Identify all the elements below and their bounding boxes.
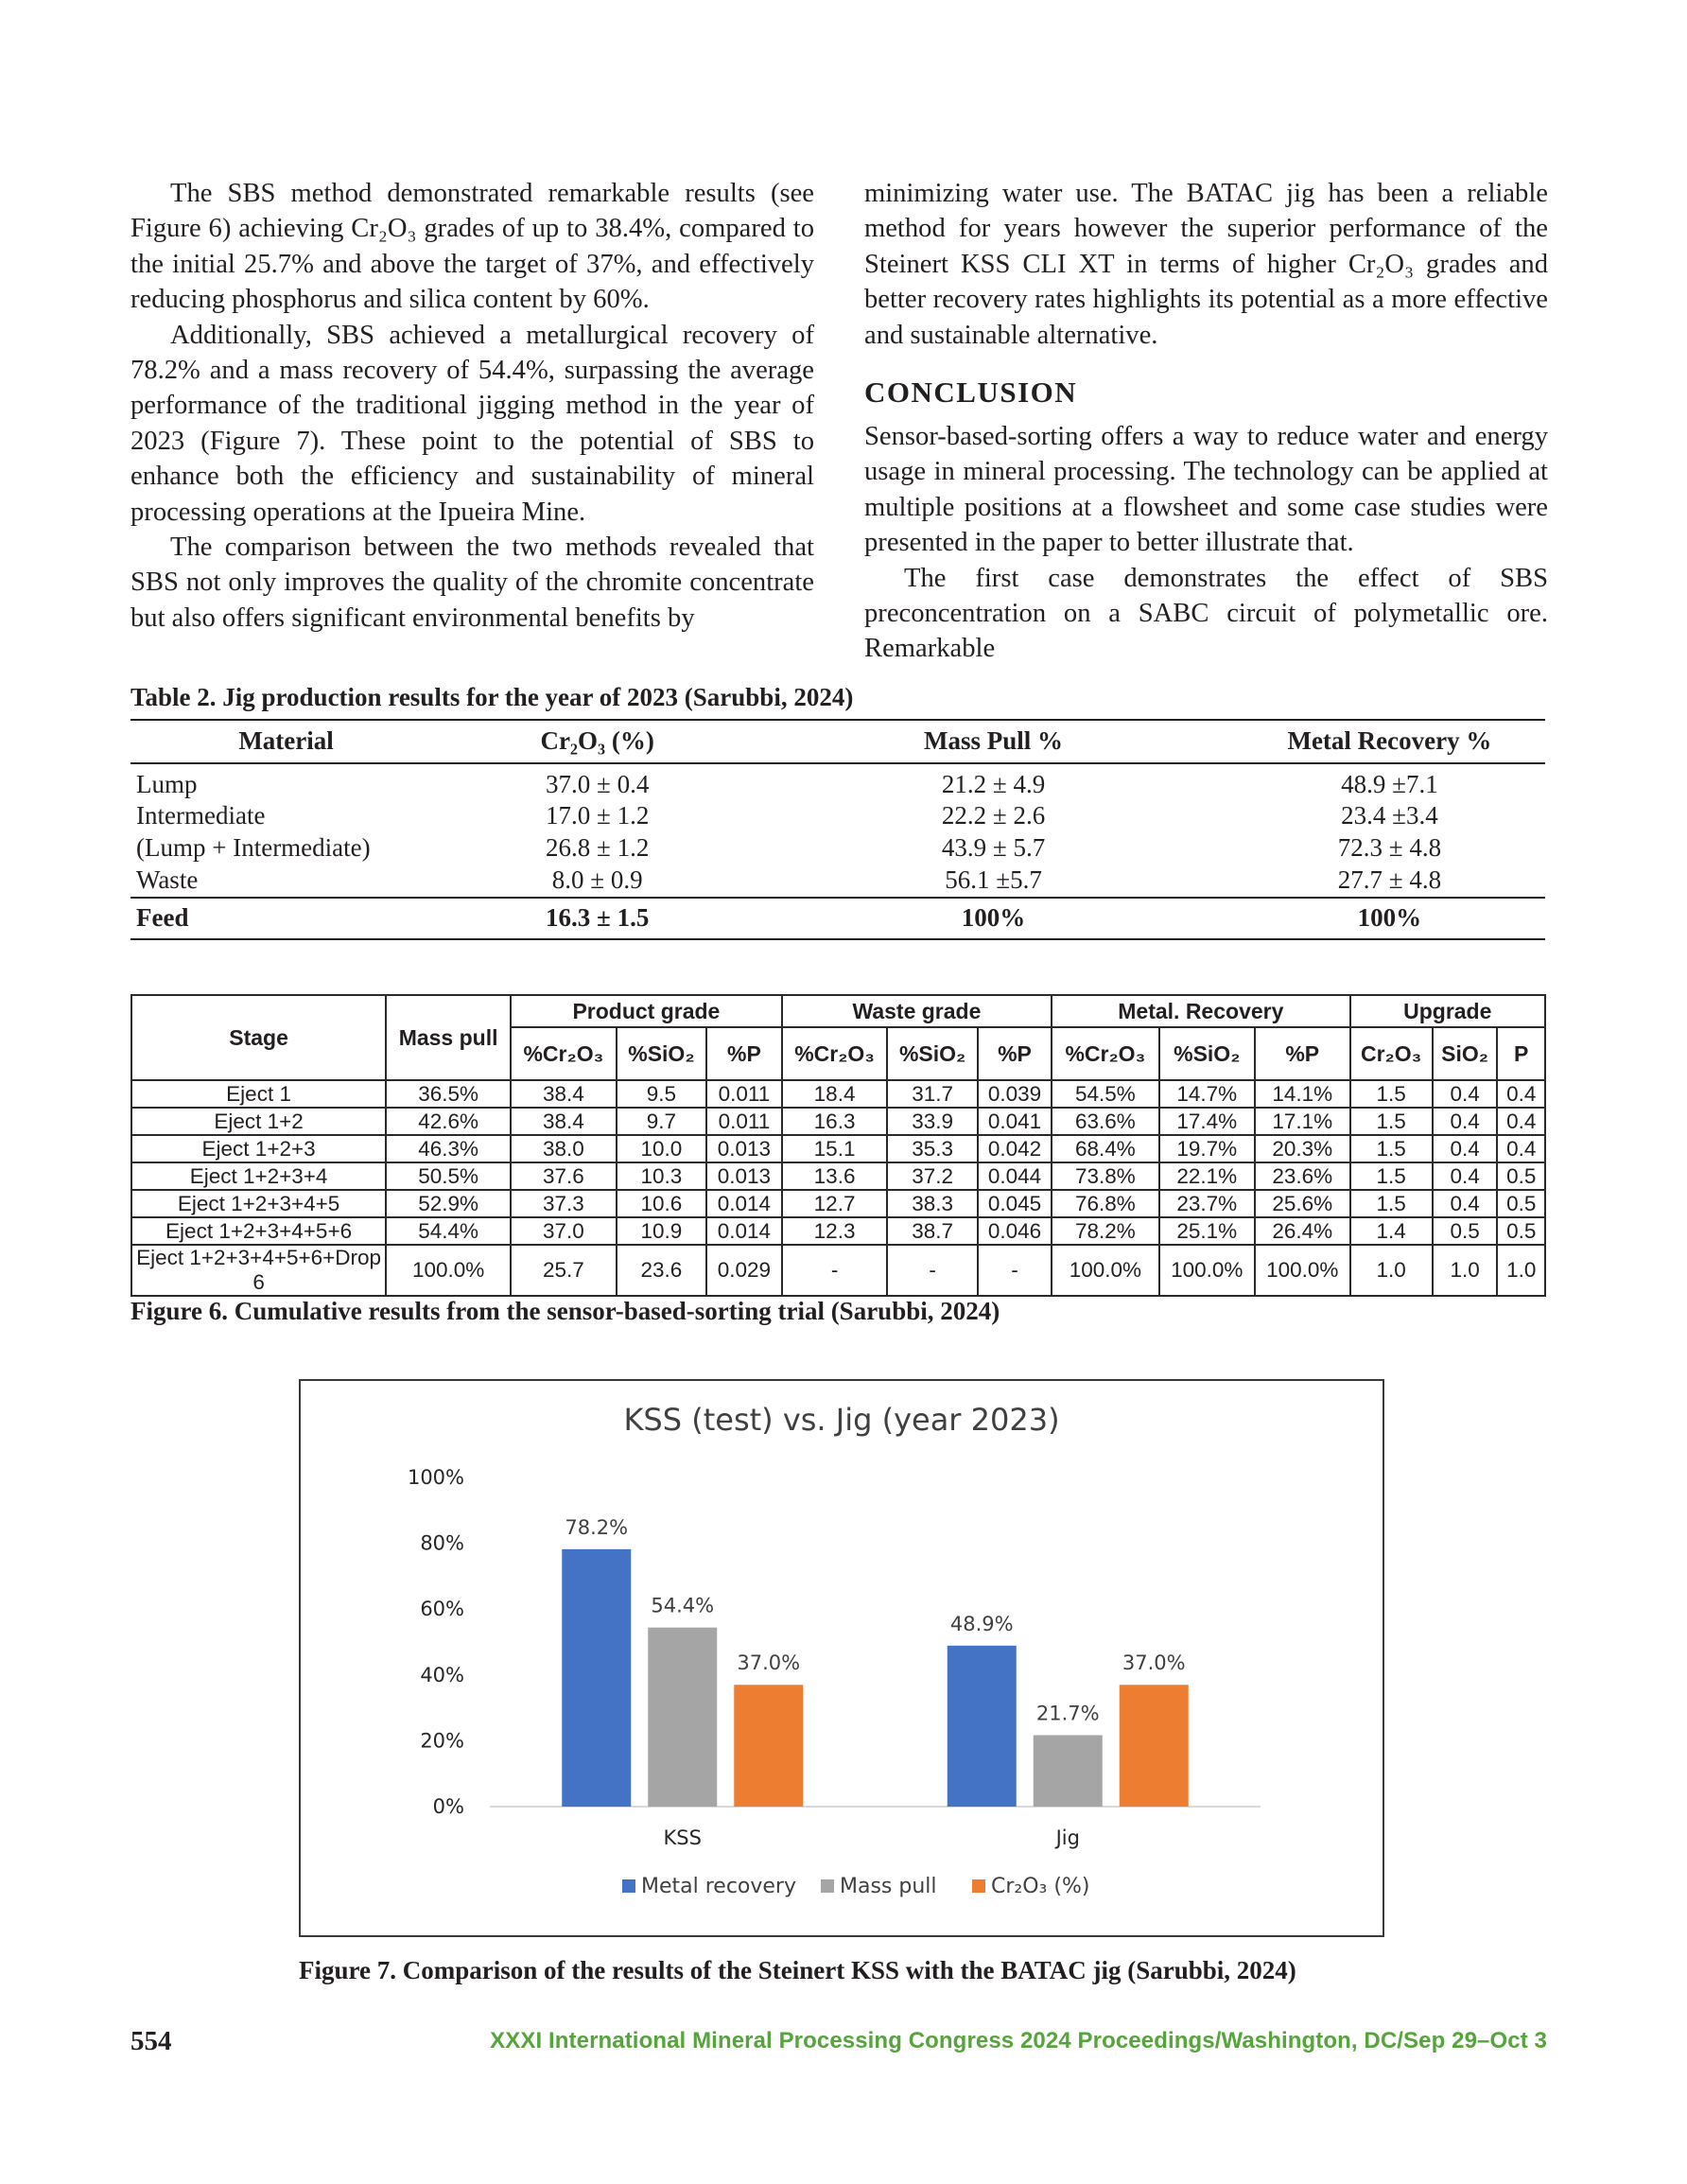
table-cell: 0.011 (706, 1108, 782, 1135)
table-cell: 0.039 (978, 1080, 1052, 1108)
table-cell: 72.3 ± 4.8 (1337, 833, 1442, 863)
table-cell: 25.6% (1255, 1190, 1350, 1217)
bar-mass-pull-jig (1034, 1735, 1103, 1807)
column-header: SiO₂ (1433, 1027, 1498, 1080)
bar-mass-pull-kss (648, 1628, 717, 1807)
stage-cell: Eject 1+2+3+4+5+6 (131, 1217, 386, 1245)
table-cell: 1.4 (1350, 1217, 1433, 1245)
running-footer: XXXI International Mineral Processing Congress 2024 Proceedings/Washington, DC/Sep 29–Oct 3 (490, 2028, 1547, 2053)
sbs-trial-table (130, 994, 1546, 1297)
table-cell: 68.4% (1052, 1135, 1158, 1162)
y-tick-label: 0% (432, 1795, 464, 1818)
table-cell: 19.7% (1159, 1135, 1255, 1162)
group-header: Product grade (511, 995, 782, 1027)
column-header: %Cr₂O₃ (511, 1027, 617, 1080)
table-cell: 0.044 (978, 1162, 1052, 1190)
table-cell: 52.9% (386, 1190, 511, 1217)
table-cell: 22.2 ± 2.6 (941, 800, 1046, 830)
table-cell: 0.042 (978, 1135, 1052, 1162)
table-cell: 0.4 (1497, 1108, 1545, 1135)
table-cell: 13.6 (782, 1162, 888, 1190)
table-cell: 46.3% (386, 1135, 511, 1162)
legend-label: Mass pull (840, 1875, 937, 1898)
table-cell: 27.7 ± 4.8 (1337, 865, 1442, 895)
figure-caption: Figure 6. Cumulative results from the sensor-based-sorting trial (Sarubbi, 2024) (130, 1297, 1000, 1325)
column-header: %P (978, 1027, 1052, 1080)
column-header: %P (1255, 1027, 1350, 1080)
table-cell: 100.0% (1052, 1245, 1158, 1296)
table-cell: 1.0 (1350, 1245, 1433, 1296)
column-header: Cr₂O₃ (1350, 1027, 1433, 1080)
stage-cell: Eject 1+2+3 (131, 1135, 386, 1162)
table-cell: 0.5 (1433, 1217, 1498, 1245)
table-cell: 25.7 (511, 1245, 617, 1296)
paragraph: The first case demonstrates the effect of SBS preconcentration on a SABC circuit of polymetallic ore. Remarkable (864, 563, 1548, 664)
table-cell: 1.5 (1350, 1108, 1433, 1135)
y-tick-label: 20% (420, 1729, 464, 1753)
table-cell: 37.0 (511, 1217, 617, 1245)
table-cell: 10.3 (617, 1162, 706, 1190)
bar-metal-recovery-kss (562, 1549, 631, 1807)
table-cell: 100.0% (1255, 1245, 1350, 1296)
table-row (131, 1190, 1545, 1217)
legend-label: Metal recovery (641, 1875, 797, 1898)
legend-swatch (622, 1879, 635, 1893)
table-cell: 1.0 (1497, 1245, 1545, 1296)
table-row (131, 1108, 1545, 1135)
column-header: Mass Pull % (753, 720, 1234, 763)
page-number: 554 (130, 2026, 172, 2056)
table-cell: 35.3 (887, 1135, 977, 1162)
column-header: Metal Recovery % (1234, 720, 1545, 763)
column-header: %SiO₂ (617, 1027, 706, 1080)
legend-swatch (972, 1879, 985, 1893)
section-heading: CONCLUSION (864, 376, 1078, 410)
table-cell: 38.4 (511, 1080, 617, 1108)
legend-label: Cr₂O₃ (%) (991, 1875, 1090, 1898)
table-cell: 31.7 (887, 1080, 977, 1108)
data-label: 48.9% (949, 1612, 1014, 1635)
table-cell: 100% (1234, 898, 1545, 939)
table-cell: 76.8% (1052, 1190, 1158, 1217)
table-cell: 38.0 (511, 1135, 617, 1162)
table-row (131, 1135, 1545, 1162)
stage-cell: Eject 1+2+3+4+5 (131, 1190, 386, 1217)
table-row (131, 1217, 1545, 1245)
table-cell: 0.041 (978, 1108, 1052, 1135)
table-cell: 0.4 (1433, 1135, 1498, 1162)
column-header: %SiO₂ (887, 1027, 977, 1080)
bar-cr-o--kss (734, 1685, 803, 1807)
table-cell: 0.4 (1433, 1080, 1498, 1108)
table-cell: 16.3 ± 1.5 (442, 898, 753, 939)
table-cell: 20.3% (1255, 1135, 1350, 1162)
table-cell: 54.4% (386, 1217, 511, 1245)
data-label: 37.0% (1122, 1651, 1186, 1675)
y-tick-label: 80% (420, 1531, 464, 1555)
table-cell: 23.4 ±3.4 (1341, 800, 1438, 830)
table-cell: 9.5 (617, 1080, 706, 1108)
figure-caption: Figure 7. Comparison of the results of the Steinert KSS with the BATAC jig (Sarubbi, 2024) (299, 1956, 1296, 1984)
table-cell: 0.4 (1497, 1135, 1545, 1162)
table-cell: 100.0% (1159, 1245, 1255, 1296)
left-text-column (130, 176, 814, 636)
table-cell: 23.7% (1159, 1190, 1255, 1217)
table-cell: - (887, 1245, 977, 1296)
table-cell: 56.1 ±5.7 (945, 865, 1042, 895)
table-cell: 48.9 ±7.1 (1341, 770, 1438, 798)
stage-cell: Eject 1 (131, 1080, 386, 1108)
jig-results-table (130, 719, 1545, 940)
table-cell: 15.1 (782, 1135, 888, 1162)
column-header: P (1497, 1027, 1545, 1080)
table-group-header-row (131, 995, 1545, 1027)
table-cell: 78.2% (1052, 1217, 1158, 1245)
table-cell: 0.4 (1433, 1162, 1498, 1190)
table-cell: 17.0 ± 1.2 (546, 800, 650, 830)
column-header: %Cr₂O₃ (782, 1027, 888, 1080)
table-cell: 37.3 (511, 1190, 617, 1217)
table-cell: 1.5 (1350, 1162, 1433, 1190)
table-row (130, 799, 1545, 832)
table-cell: 0.045 (978, 1190, 1052, 1217)
table-cell: 0.014 (706, 1217, 782, 1245)
table-cell: 12.7 (782, 1190, 888, 1217)
table-cell: 1.0 (1433, 1245, 1498, 1296)
table-row (130, 763, 1545, 799)
table-cell: 10.6 (617, 1190, 706, 1217)
table-cell: - (978, 1245, 1052, 1296)
table-cell: Intermediate (136, 800, 266, 830)
table-cell: 54.5% (1052, 1080, 1158, 1108)
y-tick-label: 100% (407, 1466, 464, 1489)
table-cell: 0.014 (706, 1190, 782, 1217)
legend-swatch (821, 1879, 834, 1893)
column-header: Mass pull (386, 995, 511, 1080)
right-text-column (864, 176, 1548, 667)
table-cell: 0.013 (706, 1162, 782, 1190)
y-tick-label: 60% (420, 1598, 464, 1621)
table-caption: Table 2. Jig production results for the year of 2023 (Sarubbi, 2024) (130, 683, 854, 711)
stage-cell: Eject 1+2+3+4+5+6+Drop 6 (131, 1245, 386, 1296)
group-header: Waste grade (782, 995, 1052, 1027)
table-row (131, 1245, 1545, 1296)
bar-chart-svg (301, 1381, 1383, 1935)
column-header: Stage (131, 995, 386, 1080)
bar-chart (299, 1379, 1384, 1937)
table-cell: 38.4 (511, 1108, 617, 1135)
table-cell: 100.0% (386, 1245, 511, 1296)
table-cell: 8.0 ± 0.9 (551, 865, 643, 895)
table-cell: 37.2 (887, 1162, 977, 1190)
table-cell: 21.2 ± 4.9 (941, 770, 1046, 798)
bar-metal-recovery-jig (948, 1646, 1017, 1807)
table-cell: 0.5 (1497, 1217, 1545, 1245)
table-row (131, 1080, 1545, 1108)
table-cell: 12.3 (782, 1217, 888, 1245)
table-cell: Waste (136, 865, 199, 895)
bar-cr-o--jig (1120, 1685, 1189, 1807)
table-cell: 10.9 (617, 1217, 706, 1245)
table-cell: 9.7 (617, 1108, 706, 1135)
data-label: 21.7% (1035, 1702, 1100, 1725)
column-header: %SiO₂ (1159, 1027, 1255, 1080)
table-cell: 43.9 ± 5.7 (941, 833, 1046, 863)
paragraph: The comparison between the two methods revealed that SBS not only improves the quality of the chromite concentrate but also offers significant environmental benefits by (130, 533, 814, 633)
stage-cell: Eject 1+2 (131, 1108, 386, 1135)
table-cell: 42.6% (386, 1108, 511, 1135)
table-row (131, 1162, 1545, 1190)
column-header: Cr₂O₃ (%) (442, 720, 753, 763)
x-category-label: Jig (1055, 1826, 1080, 1849)
table-cell: - (782, 1245, 888, 1296)
table-cell: 25.1% (1159, 1217, 1255, 1245)
table-row (130, 832, 1545, 865)
table-cell: 0.029 (706, 1245, 782, 1296)
table-header-row (130, 720, 1545, 763)
table-cell: 26.8 ± 1.2 (546, 833, 650, 863)
table-cell: 50.5% (386, 1162, 511, 1190)
table-cell: 10.0 (617, 1135, 706, 1162)
data-label: 54.4% (651, 1594, 715, 1617)
table-cell: 14.1% (1255, 1080, 1350, 1108)
table-cell: 63.6% (1052, 1108, 1158, 1135)
table-cell: 1.5 (1350, 1080, 1433, 1108)
table-cell: 23.6 (617, 1245, 706, 1296)
table-cell: 37.6 (511, 1162, 617, 1190)
table-row (130, 865, 1545, 898)
table-cell: 100% (753, 898, 1234, 939)
table-cell: 1.5 (1350, 1135, 1433, 1162)
data-label: 37.0% (737, 1651, 801, 1675)
table-cell: 17.1% (1255, 1108, 1350, 1135)
table-cell: 17.4% (1159, 1108, 1255, 1135)
y-tick-label: 40% (420, 1663, 464, 1686)
x-category-label: KSS (663, 1826, 702, 1849)
group-header: Metal. Recovery (1052, 995, 1349, 1027)
table-cell: 0.4 (1497, 1080, 1545, 1108)
table-cell: 38.3 (887, 1190, 977, 1217)
table-cell: 26.4% (1255, 1217, 1350, 1245)
table-cell: Feed (130, 898, 442, 939)
table-cell: 36.5% (386, 1080, 511, 1108)
table-cell: 0.4 (1433, 1108, 1498, 1135)
table-cell: 16.3 (782, 1108, 888, 1135)
table-cell: Lump (136, 770, 198, 798)
table-cell: 14.7% (1159, 1080, 1255, 1108)
table-cell: 1.5 (1350, 1190, 1433, 1217)
table-cell: 0.5 (1497, 1190, 1545, 1217)
sbs-trial-table-body (131, 1080, 1545, 1296)
table-cell: 0.013 (706, 1135, 782, 1162)
group-header: Upgrade (1350, 995, 1545, 1027)
stage-cell: Eject 1+2+3+4 (131, 1162, 386, 1190)
table-cell: 73.8% (1052, 1162, 1158, 1190)
column-header: Material (130, 720, 442, 763)
table-cell: 0.5 (1497, 1162, 1545, 1190)
table-row-total (130, 898, 1545, 939)
column-header: %P (706, 1027, 782, 1080)
column-header: %Cr₂O₃ (1052, 1027, 1158, 1080)
paragraph: Additionally, SBS achieved a metallurgical recovery of 78.2% and a mass recovery of 54.4%, surpassing the average performance of the traditional jigging method in the year of 2023 (Figure 7). These point to the potential of SBS to enhance both the efficiency and sustainability of mineral processing operations at the Ipueira Mine. (130, 320, 814, 527)
paragraph: Sensor-based-sorting offers a way to reduce water and energy usage in mineral processing. The technology can be applied at multiple positions at a flowsheet and some case studies were presented in the paper to better illustrate that. (864, 422, 1548, 558)
table-cell: 37.0 ± 0.4 (546, 770, 650, 798)
table-cell: 0.046 (978, 1217, 1052, 1245)
table-cell: 33.9 (887, 1108, 977, 1135)
paragraph: The SBS method demonstrated remarkable results (see Figure 6) achieving Cr₂O₃ grades of up to 38.4%, compared to the initial 25.7% and above the target of 37%, and effectively reducing phosphorus and silica content by 60%. (130, 179, 814, 315)
table-cell: 23.6% (1255, 1162, 1350, 1190)
table-cell: 0.4 (1433, 1190, 1498, 1217)
table-cell: (Lump + Intermediate) (136, 833, 371, 863)
paragraph: minimizing water use. The BATAC jig has been a reliable method for years however the superior performance of the Steinert KSS CLI XT in terms of higher Cr₂O₃ grades and better recovery rates highlights its potential as a more effective and sustainable alternative. (864, 179, 1548, 350)
table-cell: 0.011 (706, 1080, 782, 1108)
table-cell: 22.1% (1159, 1162, 1255, 1190)
table-cell: 38.7 (887, 1217, 977, 1245)
data-label: 78.2% (565, 1515, 629, 1539)
table-cell: 18.4 (782, 1080, 888, 1108)
chart-title: KSS (test) vs. Jig (year 2023) (623, 1402, 1060, 1438)
